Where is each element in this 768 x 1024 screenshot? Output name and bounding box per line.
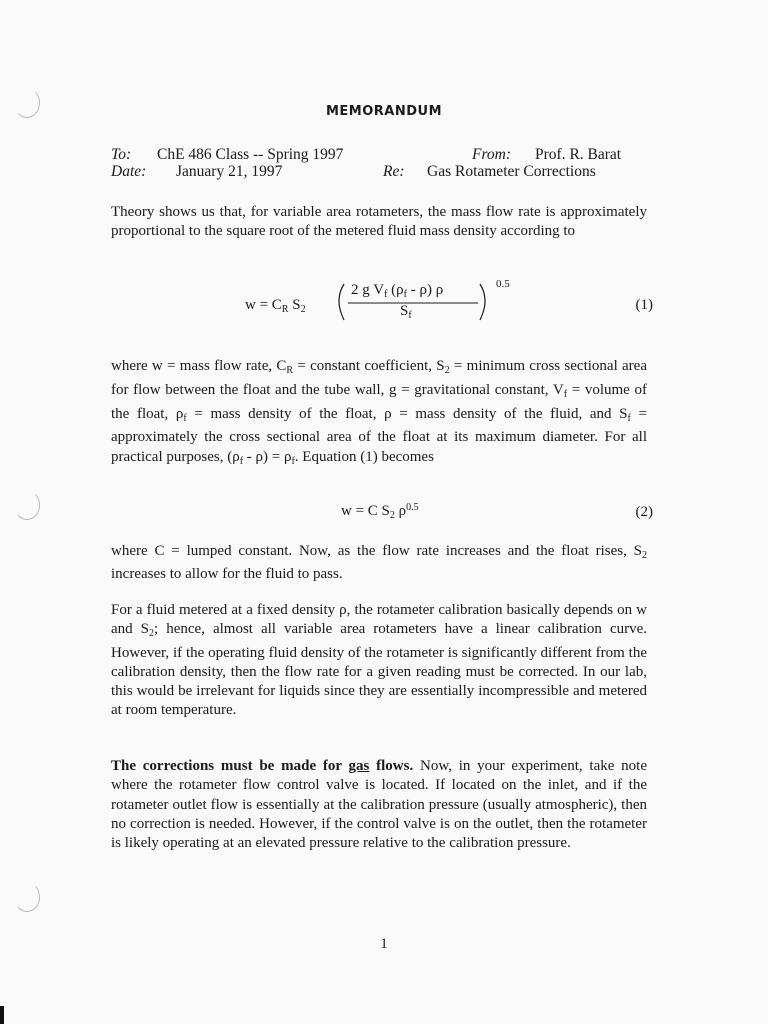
page-number: 1 — [380, 936, 388, 952]
equation-1 — [245, 297, 306, 315]
p2-c: = minimum cross sectional area for flow between the float and the tube wall, g = gravitational constant, V — [111, 358, 647, 398]
right-paren — [480, 284, 485, 320]
p2-sub-f3: f — [627, 412, 631, 424]
eq1-num-c: - ρ) ρ — [406, 282, 444, 298]
eq1-s: S — [292, 297, 301, 313]
paragraph-5 — [111, 757, 647, 853]
date-label: Date: — [111, 163, 147, 180]
paragraph-1: Theory shows us that, for variable area rotameters, the mass flow rate is approximately proportional to the square root of the metered fluid mass density according to — [111, 204, 647, 240]
p2-e: = mass density of the float, ρ = mass density of the fluid, and S — [186, 405, 628, 422]
eq2-a: w = C S — [341, 503, 390, 519]
from-label: From: — [472, 146, 512, 163]
to-value: ChE 486 Class -- Spring 1997 — [157, 146, 344, 163]
p2-d: = volume of the float, ρ — [111, 381, 647, 422]
eq1-num-sub-f: f — [384, 289, 388, 300]
p2-sub-f1: f — [563, 388, 568, 400]
p3-a: where C = lumped constant. Now, as the flow rate increases and the float rises, S — [111, 543, 642, 559]
p2-a: where w = mass flow rate, C — [111, 358, 287, 374]
p2-g: - ρ) = ρ — [243, 449, 292, 466]
paragraph-3 — [111, 542, 647, 585]
eq1-exponent: 0.5 — [496, 278, 510, 290]
equation-1-number: (1) — [635, 297, 653, 313]
eq2-b: ρ — [394, 503, 407, 519]
p5-bold-a: The corrections must be made for — [111, 758, 349, 774]
equation-2 — [341, 502, 419, 521]
p2-h: . Equation (1) becomes — [294, 449, 434, 466]
p2-sub-f2: f — [183, 412, 187, 424]
eq1-den: S — [400, 303, 409, 319]
paragraph-4 — [111, 601, 647, 721]
p3-sub-2: 2 — [642, 550, 647, 561]
left-paren — [339, 284, 344, 320]
date-value: January 21, 1997 — [176, 163, 283, 180]
p3-b: increases to allow for the fluid to pass. — [111, 566, 343, 583]
p4-a: For a fluid metered at a fixed density ρ, the rotameter calibration basically depends on w and S — [111, 602, 647, 638]
eq1-numerator — [351, 282, 443, 300]
binder-hole-bottom — [14, 882, 40, 912]
p2-b: = constant coefficient, S — [293, 358, 445, 374]
eq1-sub-2: 2 — [300, 304, 306, 315]
binder-hole-middle — [14, 490, 40, 520]
p5-rest: Now, in your experiment, take note where the rotameter flow control valve is located. If located on the inlet, and if the rotameter outlet flow is essentially at the calibration pressure (usually atmospheric), then no correction is needed. However, if the control valve is on the outlet, then the rotameter is likely operating at an elevated pressure relative to the calibration pressure. — [111, 758, 647, 852]
eq1-num-sub-f2: f — [403, 289, 407, 300]
eq1-denominator — [400, 303, 412, 321]
p2-sub-f5: f — [291, 456, 295, 468]
eq2-exp: 0.5 — [406, 502, 419, 513]
binder-hole-top — [14, 88, 40, 118]
p2-sub-f4: f — [239, 456, 244, 468]
to-label: To: — [111, 146, 132, 163]
p4-b: ; hence, almost all variable area rotameters have a linear calibration curve. However, if the operating fluid density of the rotameter is significantly different from the calibration density, then the flow rate for a given reading must be corrected. In our lab, this would be irrelevant for liquids since they are essentially incompressible and metered at room temperature. — [111, 621, 648, 719]
eq1-sub-r: R — [281, 304, 289, 315]
p2-f: = approximately the cross sectional area of the float at its maximum diameter. For all practical purposes, (ρ — [111, 405, 647, 466]
eq1-den-sub-f: f — [408, 310, 412, 321]
paragraph-2 — [111, 357, 647, 472]
from-value: Prof. R. Barat — [535, 146, 622, 163]
p5-bold-b: flows. — [369, 758, 414, 774]
eq1-num-b: (ρ — [387, 282, 404, 298]
p5-bold-gas: gas — [348, 758, 370, 774]
scan-edge-mark — [0, 1006, 4, 1024]
p2-sub-2: 2 — [444, 365, 450, 376]
eq1-lhs: w = C — [245, 297, 282, 313]
re-label: Re: — [383, 163, 405, 180]
re-value: Gas Rotameter Corrections — [427, 163, 596, 180]
equation-2-number: (2) — [635, 504, 653, 520]
p4-sub-2: 2 — [149, 628, 155, 640]
eq1-num-a: 2 g V — [351, 282, 385, 298]
p2-sub-r: R — [286, 365, 294, 376]
eq2-sub-2: 2 — [389, 510, 395, 521]
memo-title: MEMORANDUM — [325, 104, 443, 119]
